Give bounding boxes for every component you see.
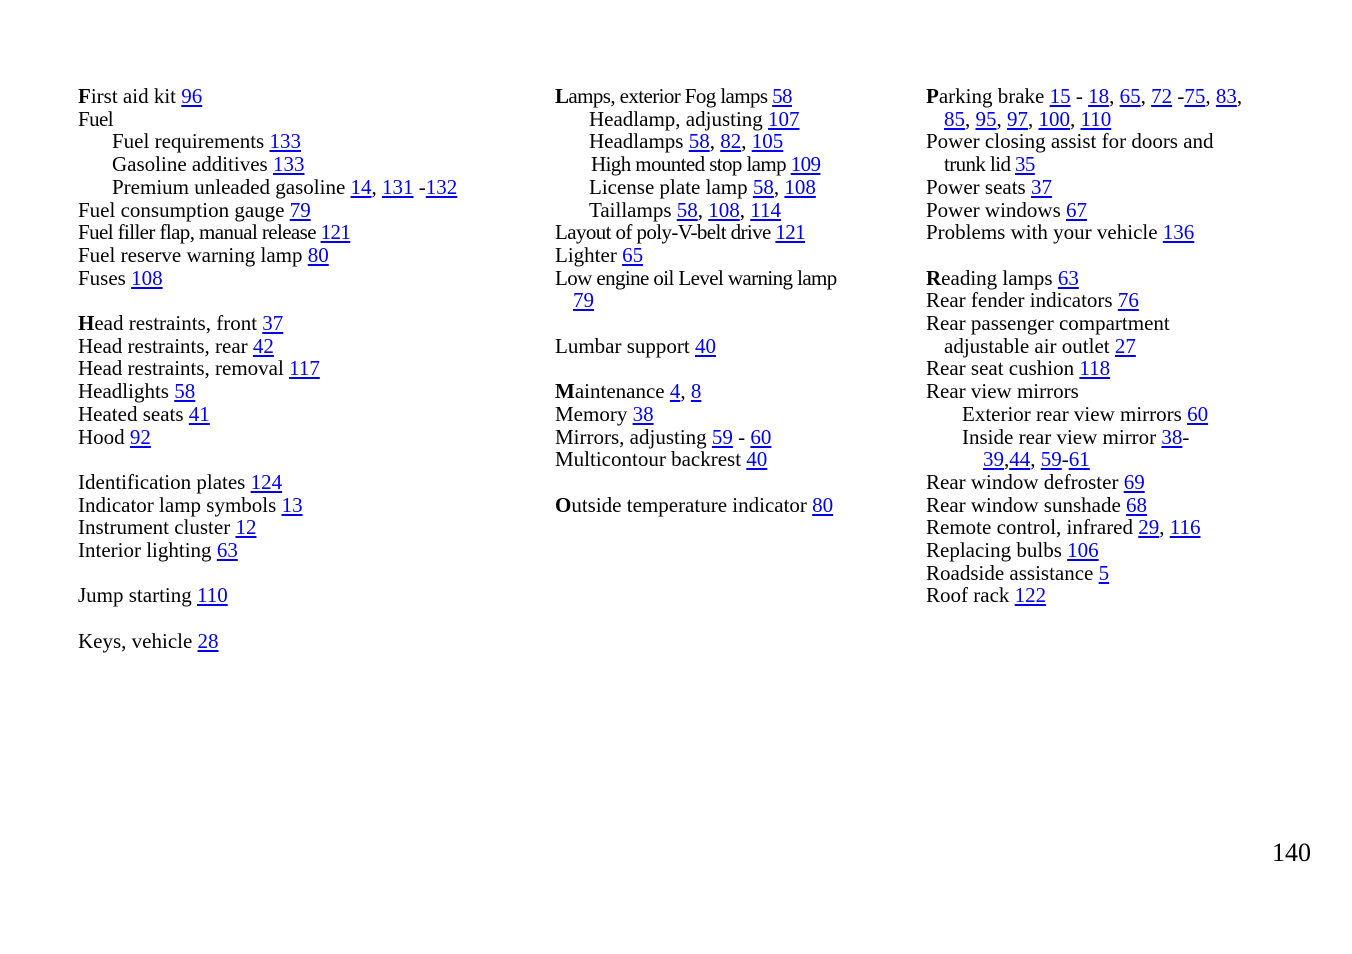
entry-text: Headlights [78,379,175,404]
entry-text: Rear window defroster [926,469,1124,494]
page-link-29[interactable]: 29 [1138,515,1160,540]
spacer [78,448,518,471]
page-link-40[interactable]: 40 [746,447,768,472]
page-link-59[interactable]: 59 [1040,447,1062,472]
index-entry-fuel-reserve-lamp [78,244,518,267]
entry-text: Fuel reserve warning lamp [78,242,308,267]
page-link-92[interactable]: 92 [129,424,151,449]
index-entry-fuel-filler-flap [78,221,518,244]
index-column-1 [78,85,518,653]
index-entry-high-mounted-stop-lamp [555,153,915,176]
separator: , [697,197,709,222]
separator: , [1030,447,1041,472]
entry-text: trunk lid [944,152,1015,177]
spacer [555,471,915,494]
separator: , [741,129,752,154]
letter-heading-o: O [555,492,572,517]
letter-heading-p: P [926,84,939,108]
page-link-110[interactable]: 110 [1080,106,1112,131]
index-entry-fuel-gauge [78,199,518,222]
page-link-18[interactable]: 18 [1088,84,1110,108]
page-link-59[interactable]: 59 [711,424,733,449]
entry-text: Roof rack [926,583,1015,608]
separator: , [1028,106,1039,131]
letter-heading-r: R [926,265,942,290]
page-link-65[interactable]: 65 [1119,84,1141,108]
page-link-124[interactable]: 124 [250,469,283,494]
separator: - [1070,84,1089,108]
letter-heading-f: F [78,84,91,108]
entry-text: Fuel filler flap, manual release [78,220,321,245]
page-link-108[interactable]: 108 [784,174,816,199]
index-entry-gasoline-additives [78,153,518,176]
entry-text: Premium unleaded gasoline [112,174,351,199]
entry-text: Heated seats [78,401,189,426]
entry-text: Mirrors, adjusting [555,424,712,449]
page-link-63[interactable]: 63 [1057,265,1079,290]
page-link-114[interactable]: 114 [750,197,781,222]
letter-heading-m: M [555,379,575,404]
page-link-61[interactable]: 61 [1068,447,1090,472]
index-entry-layout-poly-v-belt [555,221,915,244]
index-entry-head-restraints-front [78,312,518,335]
page-link-38[interactable]: 38 [1161,424,1183,449]
page-link-13[interactable]: 13 [281,492,303,517]
page-link-75[interactable]: 75 [1184,84,1206,108]
separator: - [413,174,426,199]
page-link-60[interactable]: 60 [750,424,772,449]
page-link-80[interactable]: 80 [812,492,834,517]
entry-text: Identification plates [78,469,251,494]
index-entry-outside-temperature [555,494,915,517]
entry-text: amps, exterior Fog lamps [568,84,773,108]
page-link-136[interactable]: 136 [1162,220,1195,245]
page-link-133[interactable]: 133 [272,152,305,177]
page-link-110[interactable]: 110 [197,583,228,608]
page-number: 140 [1272,838,1311,867]
index-entry-multicontour-backrest [555,448,915,471]
page-link-35[interactable]: 35 [1015,152,1035,177]
separator: , [709,129,721,154]
page-link-42[interactable]: 42 [252,333,274,358]
page-link-58[interactable]: 58 [676,197,698,222]
index-entry-parking-brake-cont [926,108,1296,131]
page-link-41[interactable]: 41 [188,401,210,426]
index-column-3 [926,85,1296,607]
separator: , [1004,447,1010,472]
index-entry-fuel-requirements [78,130,518,153]
index-entry-head-restraints-removal [78,357,518,380]
separator: - [1182,424,1190,449]
page-link-69[interactable]: 69 [1123,469,1145,494]
page-link-117[interactable]: 117 [289,356,320,381]
index-entry-headlamp-adjusting [555,108,915,131]
page-link-4[interactable]: 4 [669,379,681,404]
entry-text: Gasoline additives [112,152,273,177]
page-link-121[interactable]: 121 [320,220,351,245]
page-link-121[interactable]: 121 [775,220,806,245]
spacer [78,607,518,630]
separator: , [773,174,785,199]
page-link-40[interactable]: 40 [694,333,716,358]
index-entry-fuel: Fuel [78,106,113,131]
page-link-28[interactable]: 28 [197,628,219,653]
entry-text: Memory [555,401,633,426]
separator: , [996,106,1007,131]
index-entry-premium-unleaded [78,176,518,199]
page-link-12[interactable]: 12 [235,515,257,540]
entry-text: Taillamps [589,197,677,222]
page-link-65[interactable]: 65 [622,242,644,267]
index-entry-rear-window-defroster [926,471,1296,494]
page-link-58[interactable]: 58 [174,379,196,404]
entry-text: adjustable air outlet [944,333,1115,358]
letter-heading-h: H [78,311,95,336]
page-link-5[interactable]: 5 [1098,560,1110,585]
entry-text: Interior lighting [78,538,217,563]
entry-text: Multicontour backrest [555,447,747,472]
entry-text: irst aid kit [90,84,182,108]
index-entry-roof-rack [926,584,1296,607]
letter-heading-l: L [555,84,569,108]
index-entry-inside-rear-view-mirror-cont [926,448,1296,471]
page-link-116[interactable]: 116 [1169,515,1201,540]
index-entry-rear-seat-cushion [926,357,1296,380]
index-entry-power-closing-assist: Power closing assist for doors and [926,129,1214,154]
page-link-37[interactable]: 37 [1030,174,1052,199]
page-link-132[interactable]: 132 [425,174,458,199]
page-link-96[interactable]: 96 [181,84,203,108]
page-link-58[interactable]: 58 [688,129,710,154]
index-entry-lamps-exterior [555,85,915,108]
entry-text: Instrument cluster [78,515,236,540]
spacer [78,289,518,312]
entry-text: Hood [78,424,130,449]
separator: , [1236,84,1243,108]
entry-text: Rear fender indicators [926,288,1118,313]
spacer [78,562,518,585]
separator: , [739,197,751,222]
page-link-79[interactable]: 79 [573,288,594,313]
index-entry-indicator-lamp-symbols [78,494,518,517]
index-entry-power-windows [926,199,1296,222]
page-link-72[interactable]: 72 [1151,84,1173,108]
page-link-58[interactable]: 58 [752,174,774,199]
entry-text: Rear seat cushion [926,356,1080,381]
index-entry-inside-rear-view-mirror [926,426,1296,449]
index-entry-hood [78,426,518,449]
entry-text: Head restraints, removal [78,356,290,381]
entry-text: Head restraints, rear [78,333,253,358]
index-entry-jump-starting [78,584,518,607]
separator: - [1172,84,1185,108]
index-entry-fuses [78,267,518,290]
page-link-108[interactable]: 108 [708,197,740,222]
separator: , [371,174,383,199]
index-entry-mirrors-adjusting [555,426,915,449]
separator: , [1070,106,1081,131]
page-link-97[interactable]: 97 [1007,106,1028,131]
page-link-108[interactable]: 108 [131,265,163,290]
index-entry-keys-vehicle [78,630,518,653]
entry-text: Rear window sunshade [926,492,1127,517]
entry-text: Roadside assistance [926,560,1099,585]
index-entry-head-restraints-rear [78,335,518,358]
entry-text: Exterior rear view mirrors [962,401,1188,426]
page-link-133[interactable]: 133 [269,129,301,154]
separator: , [1205,84,1216,108]
separator: , [1140,84,1152,108]
entry-text: Remote control, infrared [926,515,1139,540]
index-entry-memory [555,403,915,426]
separator: , [680,379,691,404]
index-entry-adjustable-air-outlet [926,335,1296,358]
index-entry-headlights [78,380,518,403]
page-link-122[interactable]: 122 [1014,583,1047,608]
index-entry-rear-fender-indicators [926,289,1296,312]
separator: , [1109,84,1120,108]
index-entry-exterior-rear-view-mirrors [926,403,1296,426]
separator: , [965,106,976,131]
page-link-82[interactable]: 82 [720,129,742,154]
index-entry-replacing-bulbs [926,539,1296,562]
page-link-107[interactable]: 107 [768,106,800,131]
entry-text: eading lamps [941,265,1058,290]
page-link-85[interactable]: 85 [944,106,965,131]
index-entry-roadside-assistance [926,562,1296,585]
page-link-106[interactable]: 106 [1067,538,1099,563]
separator: , [1159,515,1170,540]
entry-text: Jump starting [78,583,197,608]
index-entry-lumbar-support [555,335,915,358]
page-link-14[interactable]: 14 [350,174,372,199]
index-entry-rear-passenger-compartment: Rear passenger compartment [926,311,1170,336]
entry-text: Indicator lamp symbols [78,492,282,517]
index-column-2 [555,85,915,516]
spacer [926,244,1296,267]
index-entry-identification-plates [78,471,518,494]
page-link-63[interactable]: 63 [216,538,238,563]
spacer [555,357,915,380]
entry-text: Headlamp, adjusting [589,106,769,131]
page-link-131[interactable]: 131 [382,174,414,199]
page-link-109[interactable]: 109 [790,152,821,177]
index-entry-license-plate-lamp [555,176,915,199]
index-entry-parking-brake [926,85,1296,108]
page-link-8[interactable]: 8 [690,379,702,404]
entry-text: Fuses [78,265,132,290]
page-link-44[interactable]: 44 [1009,447,1031,472]
index-entry-reading-lamps [926,267,1296,290]
index-entry-problems-with-vehicle [926,221,1296,244]
page-link-37[interactable]: 37 [262,311,284,336]
index-entry-remote-control-infrared [926,516,1296,539]
entry-text: High mounted stop lamp [591,152,791,177]
page-link-67[interactable]: 67 [1066,197,1087,222]
entry-text: aintenance [574,379,670,404]
entry-text: Layout of poly-V-belt drive [555,220,776,245]
index-entry-instrument-cluster [78,516,518,539]
index-entry-heated-seats [78,403,518,426]
entry-text: Lighter [555,242,623,267]
index-entry-low-engine-oil-lamp-pages [555,289,915,312]
entry-text: Lumbar support [555,333,695,358]
entry-text: Replacing bulbs [926,538,1068,563]
entry-text: utside temperature indicator [571,492,813,517]
page-link-15[interactable]: 15 [1049,84,1071,108]
index-entry-rear-view-mirrors: Rear view mirrors [926,379,1079,404]
entry-text: Power seats [926,174,1031,199]
page-link-83[interactable]: 83 [1215,84,1237,108]
entry-text: Fuel consumption gauge [78,197,290,222]
page-link-27[interactable]: 27 [1114,333,1136,358]
page-link-39[interactable]: 39 [983,447,1004,472]
entry-text: Problems with your vehicle [926,220,1163,245]
page-link-105[interactable]: 105 [751,129,784,154]
index-entry-trunk-lid [926,153,1296,176]
page-link-68[interactable]: 68 [1126,492,1148,517]
entry-text: Keys, vehicle [78,628,198,653]
page-link-100[interactable]: 100 [1038,106,1070,131]
separator: - [1061,447,1069,472]
entry-text: Inside rear view mirror [962,424,1162,449]
page-link-79[interactable]: 79 [289,197,311,222]
index-entry-maintenance [555,380,915,403]
index-entry-lighter [555,244,915,267]
spacer [555,312,915,335]
index-entry-taillamps [555,199,915,222]
entry-text: Headlamps [589,129,689,154]
page-link-80[interactable]: 80 [307,242,329,267]
entry-text: License plate lamp [589,174,753,199]
page-link-60[interactable]: 60 [1187,401,1209,426]
entry-text: Power windows [926,197,1066,222]
index-entry-interior-lighting [78,539,518,562]
entry-text: ead restraints, front [94,311,263,336]
page-link-118[interactable]: 118 [1079,356,1111,381]
index-entry-rear-window-sunshade [926,494,1296,517]
separator: - [732,424,751,449]
page-link-76[interactable]: 76 [1117,288,1139,313]
page-link-95[interactable]: 95 [975,106,997,131]
index-entry-power-seats [926,176,1296,199]
page-link-58[interactable]: 58 [772,84,792,108]
entry-text: Fuel requirements [112,129,270,154]
index-entry-first-aid-kit [78,85,518,108]
index-entry-low-engine-oil-lamp: Low engine oil Level warning lamp [555,265,837,290]
page-link-38[interactable]: 38 [632,401,654,426]
entry-text: arking brake [938,84,1050,108]
index-entry-headlamps [555,130,915,153]
